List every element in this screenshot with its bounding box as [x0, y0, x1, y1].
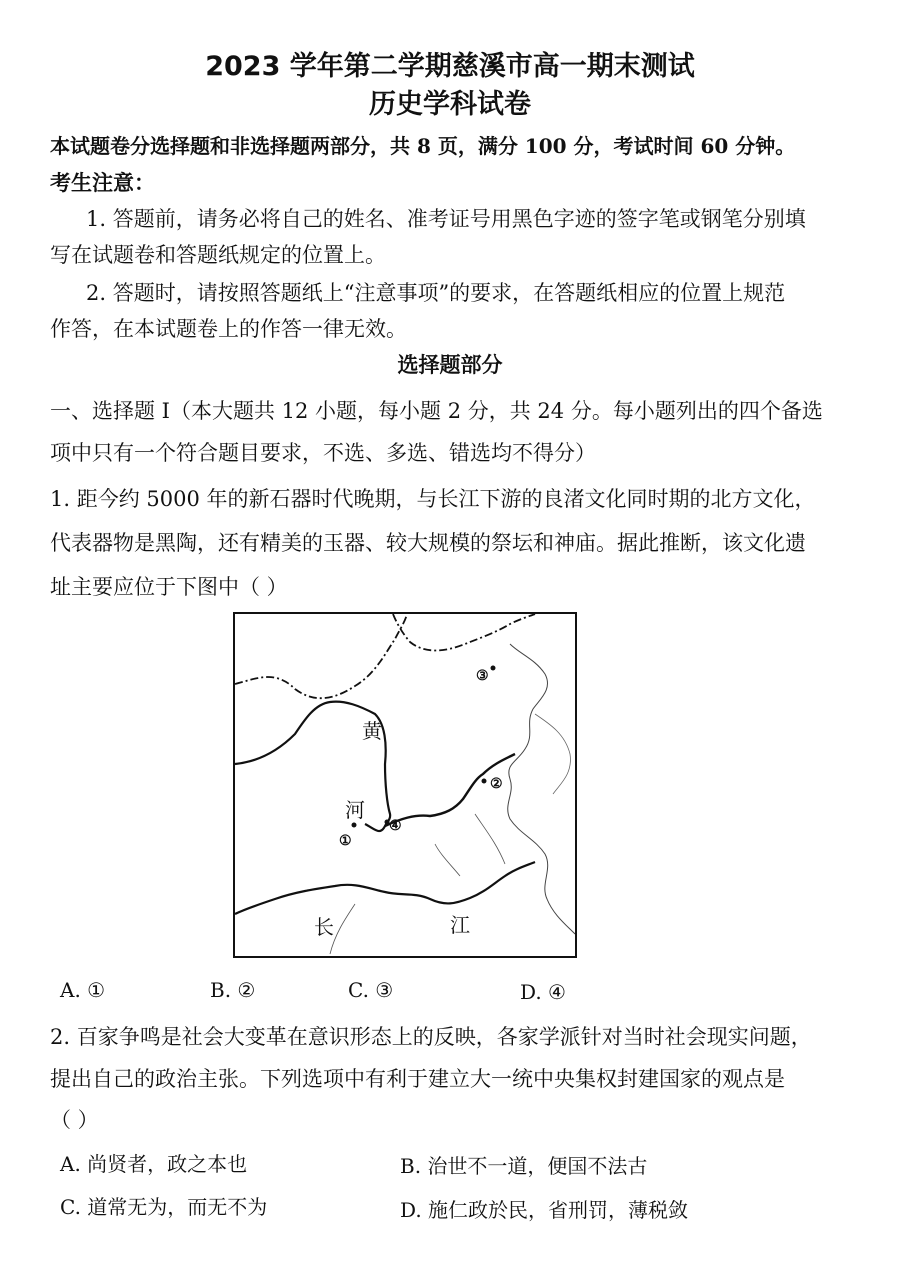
yangtze-river [235, 862, 535, 914]
tributary-1 [435, 844, 460, 876]
question-1-text: 1. 距今约 5000 年的新石器时代晚期，与长江下游的良渚文化同时期的北方文化， [50, 487, 816, 511]
exam-subtitle: 历史学科试卷 [369, 89, 531, 120]
question-1-text-end: 址主要应位于下图中（ ） [50, 575, 288, 599]
notice-item-1: 1. 答题前，请务必将自己的姓名、准考证号用黑色字迹的签字笔或钢笔分别填 [86, 207, 806, 231]
map-marker-4: ④ [389, 818, 402, 834]
border-line-west [235, 614, 407, 698]
q2-option-a[interactable]: A. 尚贤者，政之本也 [60, 1152, 248, 1176]
map-label-jiang: 江 [450, 913, 470, 937]
map-label-chang: 长 [314, 915, 334, 939]
question-2-text-cont: 提出自己的政治主张。下列选项中有利于建立大一统中央集权封建国家的观点是 [50, 1067, 785, 1091]
part1-instructions: 一、选择题 I（本大题共 12 小题，每小题 2 分，共 24 分。每小题列出的四个备选 [50, 399, 823, 423]
q2-option-b[interactable]: B. 治世不一道，便国不法古 [400, 1154, 648, 1178]
notice-item-1-cont: 写在试题卷和答题纸规定的位置上。 [50, 243, 386, 267]
intro-text: 本试题卷分选择题和非选择题两部分，共 8 页，满分 100 分，考试时间 60 分钟。 [50, 134, 796, 158]
question-2-text-end: （ ） [50, 1108, 99, 1132]
exam-title: 2023 学年第二学期慈溪市高一期末测试 [205, 51, 695, 82]
notice-item-2: 2. 答题时，请按照答题纸上“注意事项”的要求，在答题纸相应的位置上规范 [86, 281, 786, 305]
q2-option-c[interactable]: C. 道常无为，而无不为 [60, 1195, 268, 1219]
map-marker-2: ② [490, 776, 503, 792]
border-line-north [393, 614, 535, 651]
tributary-2 [475, 814, 505, 864]
coastline-detail [535, 714, 570, 794]
site-dot-3 [491, 666, 496, 671]
site-dot-1 [352, 823, 357, 828]
section-title: 选择题部分 [397, 353, 503, 377]
site-dot-2 [482, 779, 487, 784]
map-marker-1: ① [339, 833, 352, 849]
q1-option-d[interactable]: D. ④ [520, 980, 566, 1004]
q1-option-a[interactable]: A. ① [60, 978, 106, 1002]
question-2-text: 2. 百家争鸣是社会大变革在意识形态上的反映，各家学派针对当时社会现实问题， [50, 1025, 812, 1049]
map-label-he: 河 [345, 798, 365, 822]
coastline [508, 644, 575, 934]
q1-option-c[interactable]: C. ③ [348, 978, 394, 1002]
question-1-map [233, 612, 577, 958]
part1-instructions-cont: 项中只有一个符合题目要求，不选、多选、错选均不得分） [50, 441, 596, 465]
notice-heading: 考生注意： [50, 170, 155, 195]
map-drawing [235, 614, 575, 956]
notice-item-2-cont: 作答，在本试题卷上的作答一律无效。 [50, 317, 407, 341]
q2-option-d[interactable]: D. 施仁政於民，省刑罚，薄税敛 [400, 1198, 689, 1222]
map-label-huang: 黄 [362, 719, 382, 743]
q1-option-b[interactable]: B. ② [210, 978, 256, 1002]
question-1-text-cont: 代表器物是黑陶，还有精美的玉器、较大规模的祭坛和神庙。据此推断，该文化遗 [50, 531, 806, 555]
map-marker-3: ③ [476, 668, 489, 684]
